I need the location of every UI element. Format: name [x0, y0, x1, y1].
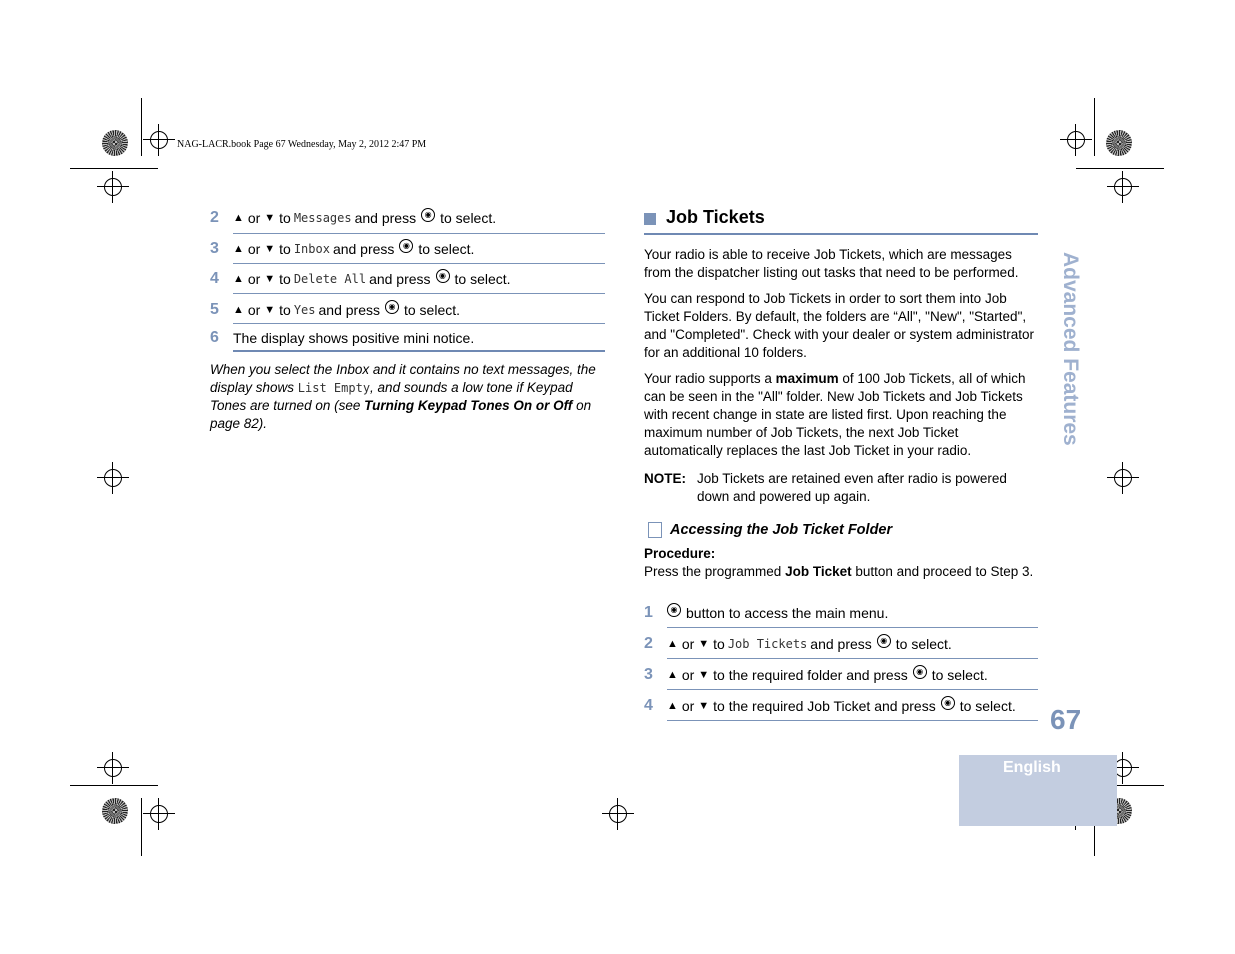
registration-mark: [1114, 469, 1132, 487]
registration-mark: [104, 469, 122, 487]
step-divider: [667, 627, 1038, 628]
menu-ok-button-icon: ◉: [913, 665, 927, 679]
up-arrow-icon: ▲: [233, 304, 244, 316]
up-arrow-icon: ▲: [233, 273, 244, 285]
section-marker-icon: [644, 213, 656, 225]
language-label: English: [1003, 759, 1061, 776]
crop-mark: [70, 168, 158, 169]
crop-mark: [70, 785, 158, 786]
step-divider: [667, 720, 1038, 721]
up-arrow-icon: ▲: [667, 638, 678, 650]
note: NOTE: Job Tickets are retained even after radio is powered down and powered up again.: [644, 471, 1007, 504]
registration-mark: [104, 178, 122, 196]
step-divider: [667, 689, 1038, 690]
step-divider: [667, 658, 1038, 659]
down-arrow-icon: ▼: [264, 212, 276, 224]
menu-ok-button-icon: ◉: [667, 603, 681, 617]
crop-mark: [141, 98, 142, 156]
page-number: 67: [1050, 704, 1082, 735]
up-arrow-icon: ▲: [667, 669, 678, 681]
crop-mark: [1094, 98, 1095, 156]
step-divider: [233, 323, 605, 324]
procedure: Procedure: Press the programmed Job Ticket button and proceed to Step 3.: [644, 546, 1034, 579]
step-divider: [233, 263, 605, 264]
crop-mark: [141, 798, 142, 856]
step-divider: [233, 233, 605, 234]
down-arrow-icon: ▼: [698, 669, 710, 681]
document-icon: [648, 522, 662, 538]
menu-ok-button-icon: ◉: [941, 696, 955, 710]
registration-mark: [1114, 178, 1132, 196]
crop-mark: [1076, 168, 1164, 169]
step-list-end-rule: [233, 350, 605, 352]
subsection-title: Accessing the Job Ticket Folder: [670, 522, 893, 538]
menu-ok-button-icon: ◉: [399, 239, 413, 253]
paragraph: Your radio supports a maximum of 100 Job Tickets, all of which can be seen in the "All" folder. New Job Tickets and Job Tickets with recent change in state are listed first. Upon reaching the maximum number of Job Tickets, the next Job Ticket automatically replaces the last Job Ticket in your radio.: [644, 371, 1026, 458]
step-divider: [233, 293, 605, 294]
registration-mark: [150, 131, 168, 149]
down-arrow-icon: ▼: [264, 243, 276, 255]
registration-starburst: [102, 130, 128, 156]
down-arrow-icon: ▼: [264, 273, 276, 285]
registration-mark: [609, 805, 627, 823]
paragraph: Your radio is able to receive Job Tickets, which are messages from the dispatcher listing out tasks that need to be performed.: [644, 247, 1019, 280]
section-title: Job Tickets: [666, 207, 765, 227]
paragraph: You can respond to Job Tickets in order to sort them into Job Ticket Folders. By default, the folders are “All", "New", "Started", and "Completed". Check with your dealer or system administrator for an additional 10 folders.: [644, 291, 1034, 360]
registration-mark: [1067, 131, 1085, 149]
down-arrow-icon: ▼: [698, 638, 710, 650]
registration-starburst: [102, 798, 128, 824]
up-arrow-icon: ▲: [667, 700, 678, 712]
menu-ok-button-icon: ◉: [421, 208, 435, 222]
chapter-side-tab: Advanced Features: [1059, 252, 1082, 446]
registration-mark: [104, 759, 122, 777]
section-rule: [644, 233, 1038, 235]
print-header: NAG-LACR.book Page 67 Wednesday, May 2, 2012 2:47 PM: [177, 139, 427, 150]
down-arrow-icon: ▼: [264, 304, 276, 316]
menu-ok-button-icon: ◉: [436, 269, 450, 283]
up-arrow-icon: ▲: [233, 212, 244, 224]
menu-ok-button-icon: ◉: [877, 634, 891, 648]
registration-mark: [150, 805, 168, 823]
inbox-empty-note: When you select the Inbox and it contains no text messages, the display shows List Empty, and sounds a low tone if Keypad Tones are turned on (see Turning Keypad Tones On or Off on page 82).: [210, 362, 596, 431]
menu-ok-button-icon: ◉: [385, 300, 399, 314]
down-arrow-icon: ▼: [698, 700, 710, 712]
registration-starburst: [1106, 130, 1132, 156]
up-arrow-icon: ▲: [233, 243, 244, 255]
language-tab: [959, 755, 1117, 826]
